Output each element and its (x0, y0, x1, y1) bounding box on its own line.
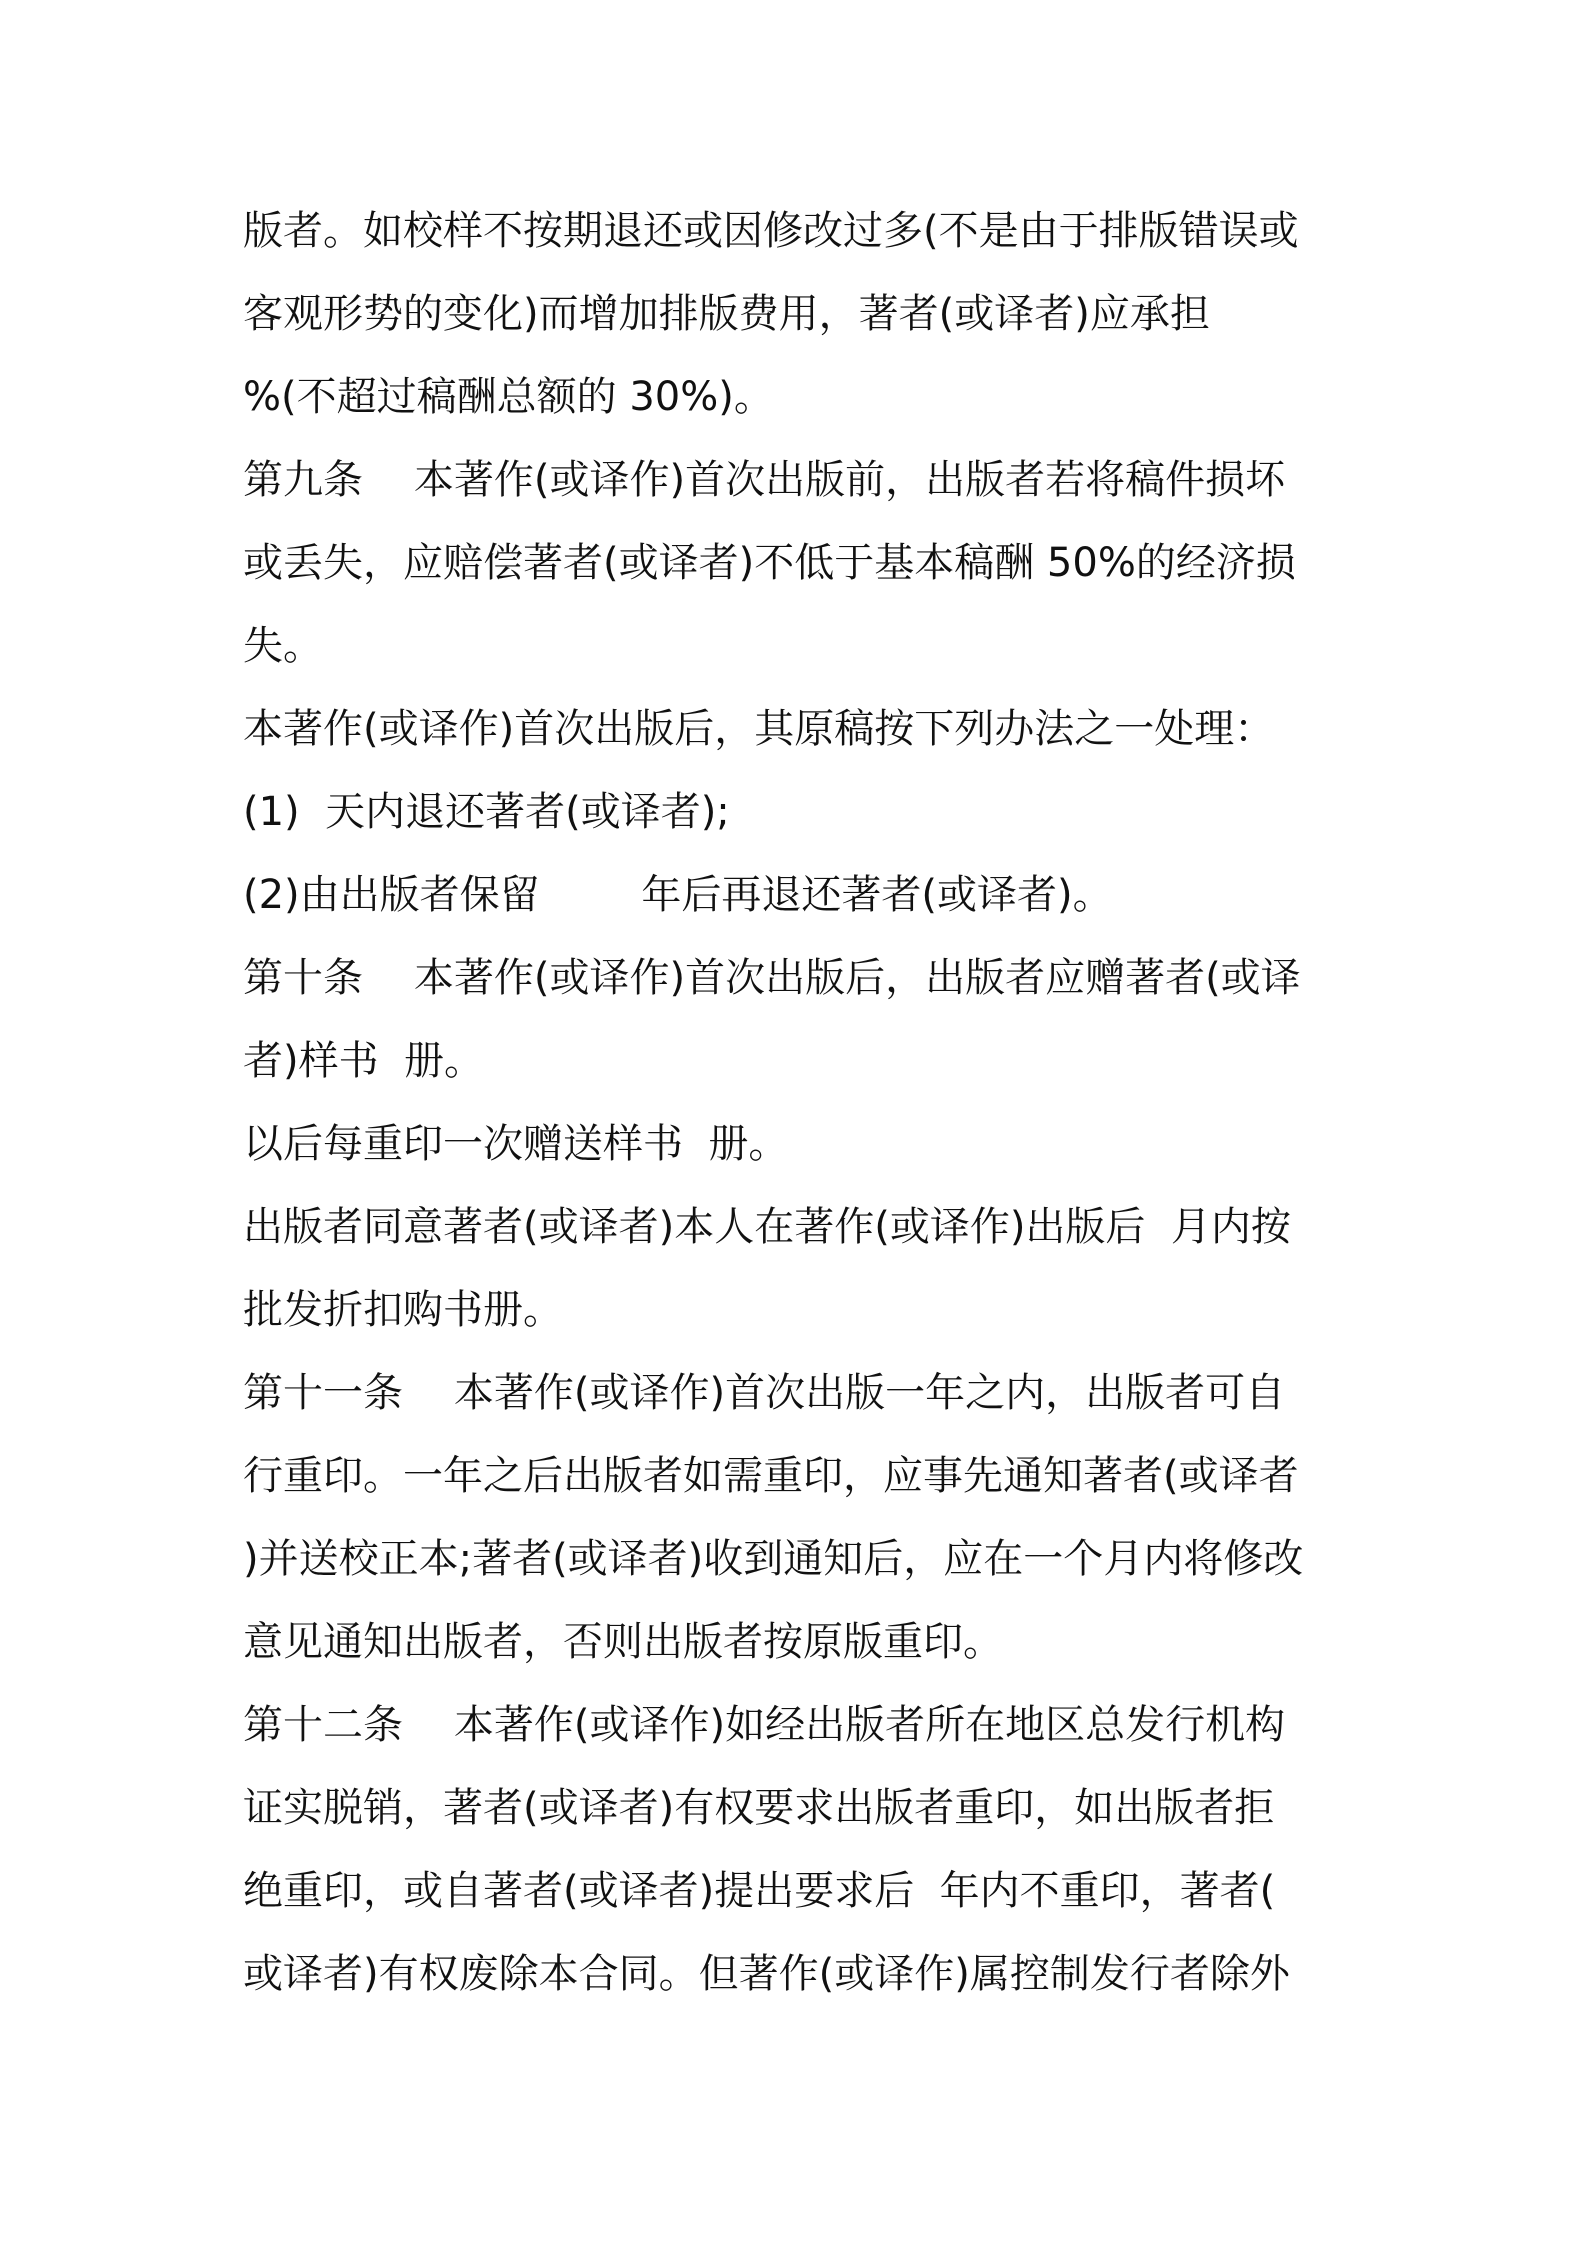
text-line: 绝重印，或自著者(或译者)提出要求后 年内不重印，著者( (243, 1868, 1276, 1914)
text-line: 或丢失，应赔偿著者(或译者)不低于基本稿酬 50%的经济损 (243, 540, 1296, 586)
list-item-1: (1) 天内退还著者(或译者); (243, 789, 730, 835)
text-line: 者)样书 册。 (243, 1038, 485, 1084)
text-line: 批发折扣购书册。 (243, 1287, 563, 1333)
text-line: 失。 (243, 623, 323, 669)
article-12-heading-line: 第十二条 本著作(或译作)如经出版者所在地区总发行机构 (243, 1702, 1286, 1748)
article-10-heading-line: 第十条 本著作(或译作)首次出版后，出版者应赠著者(或译 (243, 955, 1301, 1001)
text-line: 以后每重印一次赠送样书 册。 (243, 1121, 789, 1167)
text-line: 行重印。一年之后出版者如需重印，应事先通知著者(或译者 (243, 1453, 1299, 1499)
text-line: %(不超过稿酬总额的 30%)。 (243, 374, 774, 420)
text-line: 客观形势的变化)而增加排版费用，著者(或译者)应承担 (243, 291, 1210, 337)
text-line: 或译者)有权废除本合同。但著作(或译作)属控制发行者除外 (243, 1951, 1290, 1997)
article-11-heading-line: 第十一条 本著作(或译作)首次出版一年之内，出版者可自 (243, 1370, 1286, 1416)
text-line: 意见通知出版者，否则出版者按原版重印。 (243, 1619, 1003, 1665)
text-line: 出版者同意著者(或译者)本人在著作(或译作)出版后 月内按 (243, 1204, 1291, 1250)
text-line: 本著作(或译作)首次出版后，其原稿按下列办法之一处理： (243, 706, 1275, 752)
list-item-2: (2)由出版者保留 年后再退还著者(或译者)。 (243, 872, 1113, 918)
article-9-heading-line: 第九条 本著作(或译作)首次出版前，出版者若将稿件损坏 (243, 457, 1286, 503)
text-line: )并送校正本;著者(或译者)收到通知后，应在一个月内将修改 (243, 1536, 1304, 1582)
text-line: 版者。如校样不按期退还或因修改过多(不是由于排版错误或 (243, 208, 1299, 254)
contract-body-text (243, 190, 1353, 2016)
text-line: 证实脱销，著者(或译者)有权要求出版者重印，如出版者拒 (243, 1785, 1275, 1831)
